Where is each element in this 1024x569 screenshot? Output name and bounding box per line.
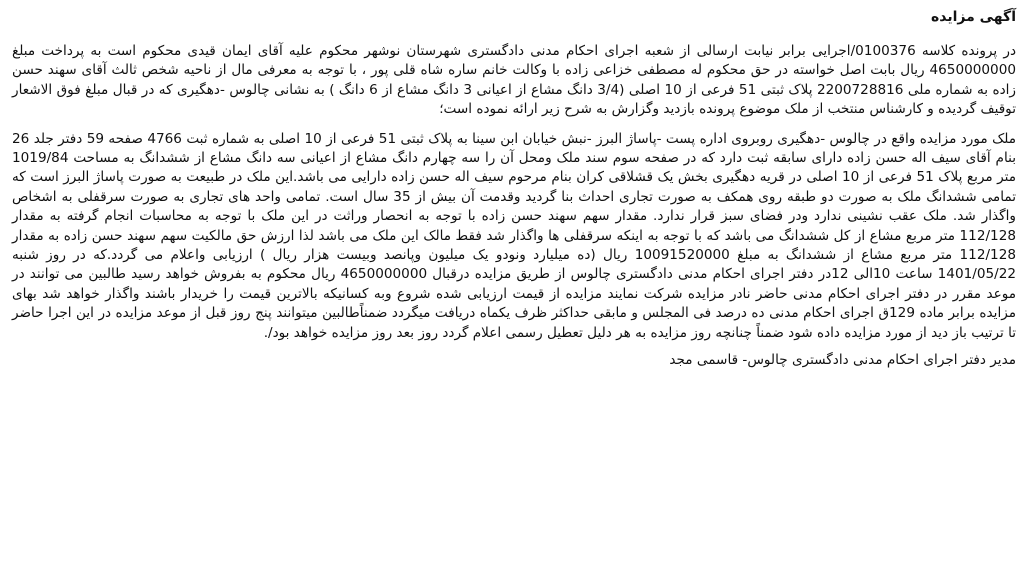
notice-paragraph-intro: در پرونده کلاسه 0100376/اجرایی برابر نیابت ارسالی از شعبه اجرای احکام مدنی دادگستری شهرستان نوشهر محکوم علیه آقای ایمان قیدی محکوم است به پرداخت مبلغ 4650000000 ریال بابت اصل خواسته در حق محکوم له مصطفی خزاعی زاده با وکالت خانم ساره شاه قلی پور ، با توجه به معرفی مال از ناحیه شخص ثالث آقای سهند حسن زاده به شماره ملی 2200728816 پلاک ثبتی 51 فرعی از 10 اصلی (3/4 دانگ مشاع از اعیانی 3 دانگ مشاع از 6 دانگ ) به نشانی چالوس -دهگیری که در قبال مبلغ فوق الاشعار توقیف گردیده و کارشناس منتخب از ملک موضوع پرونده بازدید وگزارش به شرح زیر ارائه نموده است؛ — [12, 43, 1017, 118]
notice-signature: مدیر دفتر اجرای احکام مدنی دادگستری چالوس- قاسمی مجد — [669, 352, 1016, 369]
notice-title: آگهی مزایده — [930, 9, 1016, 25]
notice-paragraph-property: ملک مورد مزایده واقع در چالوس -دهگیری روبروی اداره پست -پاساژ البرز -نبش خیابان ابن سینا به پلاک ثبتی 51 فرعی از 10 اصلی به شماره ثبت 4766 صفحه 59 دفتر جلد 26 بنام آقای سیف اله حسن زاده دارای سابقه ثبت دارد که در صفحه سوم سند ملک ومحل آن را سه چهارم دانگ مشاع از اعیانی سه دانگ مشاع از ششدانگ به مساحت 1019/84 متر مربع پلاک 51 فرعی از 10 اصلی در قریه دهگیری بخش یک قشلاقی کران بنام مرحوم سیف اله حسن زاده دارایی می باشد.این ملک در طبیعت به صورت پاساژ البرز است که تمامی ششدانگ ملک به صورت دو طبقه روی همکف به صورت تجاری احداث بنا گردید وقدمت آن بیش از 35 سال است. تمامی واحد های تجاری به صورت سرقفلی به اشخاص واگذار شد. ملک عقب نشینی ندارد ودر فضای سبز قرار ندارد. مقدار سهم سهند حسن زاده با توجه به انحصار وراثت در این ملک با توجه به محاسبات انجام گرفته به مقدار 112/128 متر مربع مشاع از کل ششدانگ می باشد که با توجه به اینکه سرقفلی ها واگذار شد فقط مالک این ملک می باشد لذا ارزش حق مالکیت سهم سهند حسن زاده به مقدار 112/128 متر مربع مشاع از ششدانگ به مبلغ 10091520000 ریال (ده میلیارد ونودو یک میلیون وپانصد وبیست هزار ریال ) ارزیابی واعلام می گردد.که در روز شنبه 1401/05/22 ساعت 10الی 12در دفتر اجرای احکام مدنی دادگستری چالوس از طریق مزایده درقبال 4650000000 ریال محکوم به بفروش خواهد رسید طالبین می توانند در موعد مقرر در دفتر اجرای احکام مدنی حاضر نادر مزایده شرکت نمایند مزایده از قیمت ارزیابی شده شروع وبه کسانیکه بالاترین قیمت را خریدار باشند واگذار خواهد شد بهای مزایده برابر ماده 129ق اجرای احکام مدنی ده درصد فی المجلس و مابقی حداکثر ظرف یکماه دریافت میگردد ضمناًطالبین میتوانند پنج روز قبل از موعد مزایده در این اجرا حاضر تا ترتیب باز دید از مورد مزایده داده شود ضمناً چنانچه روز مزایده به هر دلیل تعطیل رسمی اعلام گردد روز بعد روز مزایده خواهد بود/. — [12, 130, 1017, 341]
